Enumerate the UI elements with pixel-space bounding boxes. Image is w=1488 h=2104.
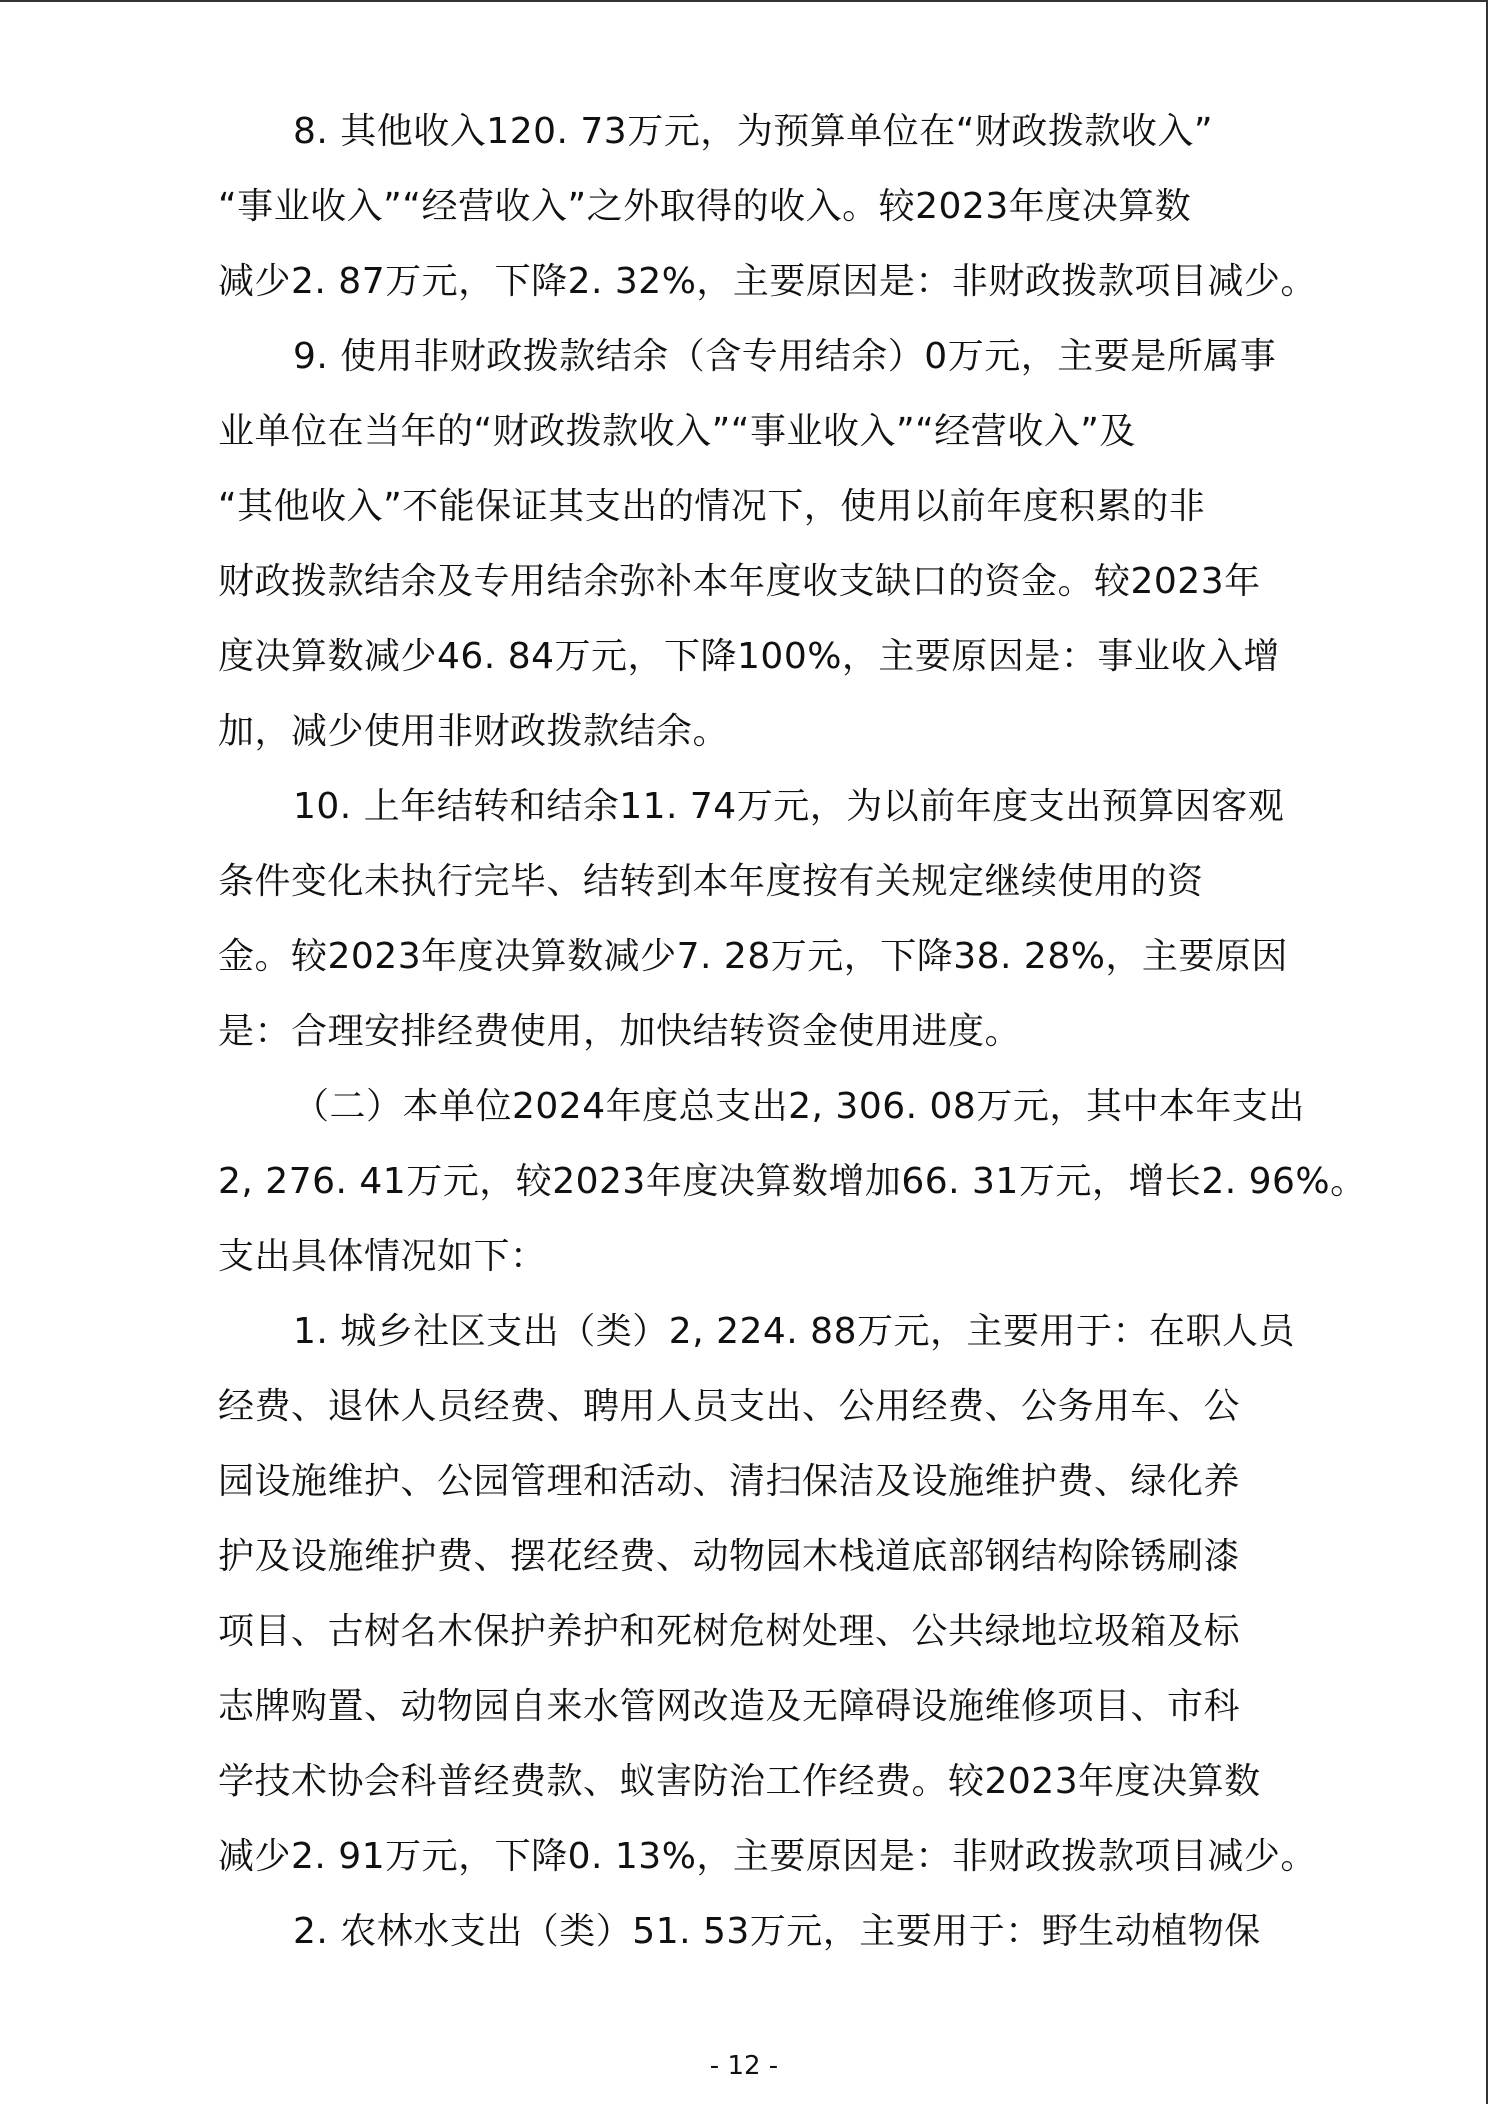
paragraph-line: 业单位在当年的“财政拨款收入”“事业收入”“经营收入”及 [218,411,1136,452]
paragraph-first-line: 8. 其他收入120. 73万元，为预算单位在“财政拨款收入” [293,111,1214,152]
paragraph-line: 经费、退休人员经费、聘用人员支出、公用经费、公务用车、公 [218,1386,1241,1427]
paragraph-line: 志牌购置、动物园自来水管网改造及无障碍设施维修项目、市科 [218,1686,1241,1727]
paragraph-line: 护及设施维护费、摆花经费、动物园木栈道底部钢结构除锈刷漆 [218,1536,1241,1577]
paragraph-line: 条件变化未执行完毕、结转到本年度按有关规定继续使用的资 [218,861,1204,902]
paragraph-line: 减少2. 87万元，下降2. 32%，主要原因是：非财政拨款项目减少。 [218,261,1317,302]
paragraph-first-line: 1. 城乡社区支出（类）2, 224. 88万元，主要用于：在职人员 [293,1311,1295,1352]
paragraph-line: 加，减少使用非财政拨款结余。 [218,711,730,752]
paragraph-line: 财政拨款结余及专用结余弥补本年度收支缺口的资金。较2023年 [218,561,1261,602]
paragraph-line: 项目、古树名木保护养护和死树危树处理、公共绿地垃圾箱及标 [218,1611,1241,1652]
paragraph-first-line: 10. 上年结转和结余11. 74万元，为以前年度支出预算因客观 [293,786,1285,827]
paragraph-line: 减少2. 91万元，下降0. 13%，主要原因是：非财政拨款项目减少。 [218,1836,1317,1877]
paragraph-line: 2, 276. 41万元，较2023年度决算数增加66. 31万元，增长2. 96%。 [218,1161,1367,1202]
paragraph-line: 学技术协会科普经费款、蚁害防治工作经费。较2023年度决算数 [218,1761,1261,1802]
document-body [218,94,1367,1969]
paragraph-first-line: 2. 农林水支出（类）51. 53万元，主要用于：野生动植物保 [293,1911,1261,1952]
paragraph-line: “其他收入”不能保证其支出的情况下，使用以前年度积累的非 [218,486,1206,527]
paragraph-line: 支出具体情况如下： [218,1236,547,1277]
paragraph-first-line: （二）本单位2024年度总支出2, 306. 08万元，其中本年支出 [293,1086,1305,1127]
paragraph-line: “事业收入”“经营收入”之外取得的收入。较2023年度决算数 [218,186,1192,227]
paragraph-first-line: 9. 使用非财政拨款结余（含专用结余）0万元，主要是所属事 [293,336,1277,377]
paragraph-line: 度决算数减少46. 84万元，下降100%，主要原因是：事业收入增 [218,636,1280,677]
page-number: - 12 - [709,2051,779,2081]
paragraph-line: 金。较2023年度决算数减少7. 28万元，下降38. 28%，主要原因 [218,936,1288,977]
paragraph-line: 是：合理安排经费使用，加快结转资金使用进度。 [218,1011,1022,1052]
paragraph-line: 园设施维护、公园管理和活动、清扫保洁及设施维护费、绿化养 [218,1461,1241,1502]
